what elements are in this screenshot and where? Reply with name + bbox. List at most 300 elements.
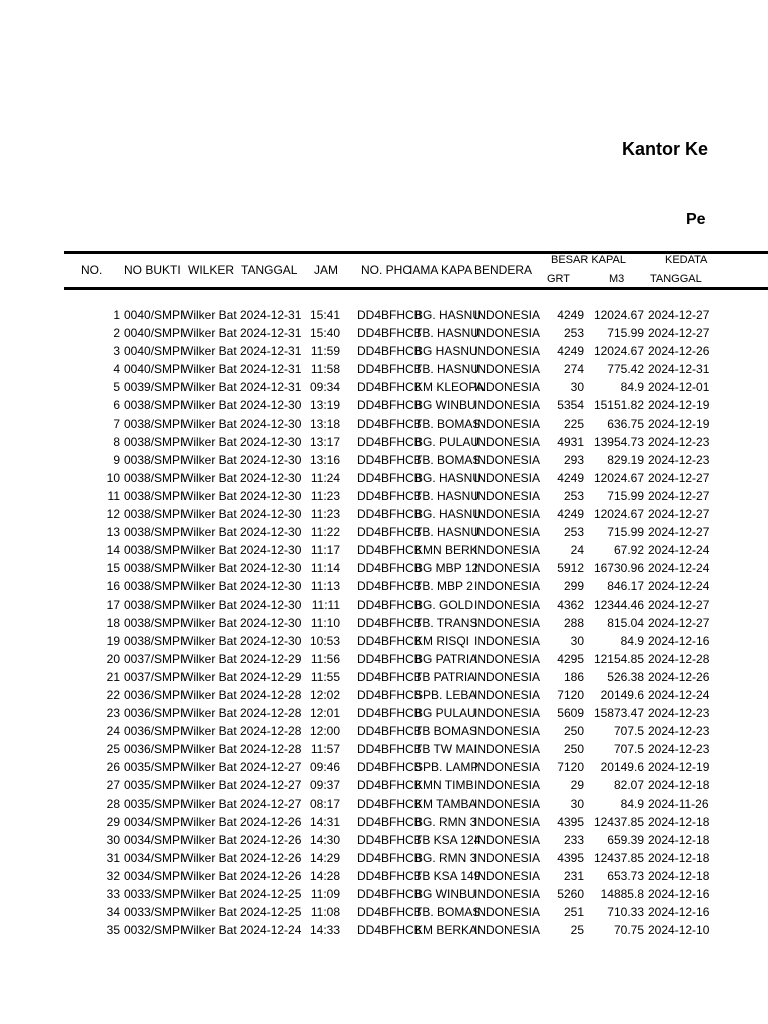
cell-no: 25 [106,742,120,757]
cell-tgl: 2024-12-30 [240,525,302,540]
cell-no: 22 [106,687,120,702]
cell-phc: DD4BFHCB [357,742,422,757]
table-row [0,541,768,559]
cell-m3: 12024.67 [593,470,644,485]
cell-wilker: Wilker Bat [182,923,237,938]
cell-grt: 29 [570,778,584,793]
cell-kapal: SPB. LAMP [415,760,479,775]
cell-bendera: INDONESIA [474,507,541,522]
cell-tgl2: 2024-12-27 [648,525,710,540]
cell-no: 18 [106,615,120,630]
table-row [0,577,768,595]
cell-bendera: INDONESIA [474,326,541,341]
cell-bukti: 0035/SMPI [124,796,184,811]
cell-tgl: 2024-12-25 [240,905,302,920]
cell-phc: DD4BFHCB [357,778,422,793]
cell-phc: DD4BFHCB [357,507,422,522]
col-header-m3: M3 [609,273,625,285]
cell-kapal: BG. RMN 3 [415,850,477,865]
table-row [0,885,768,903]
cell-phc: DD4BFHCB [357,905,422,920]
cell-phc: DD4BFHCB [357,326,422,341]
table-row [0,704,768,722]
table-row [0,903,768,921]
cell-grt: 5354 [557,398,584,413]
cell-tgl: 2024-12-27 [240,796,302,811]
cell-jam: 11:22 [310,525,340,540]
cell-bukti: 0038/SMPI [124,633,184,648]
cell-bendera: INDONESIA [474,416,541,431]
cell-tgl: 2024-12-30 [240,452,302,467]
cell-m3: 636.75 [607,416,644,431]
table-row [0,360,768,378]
cell-m3: 20149.6 [600,687,644,702]
cell-tgl: 2024-12-26 [240,832,302,847]
cell-kapal: KMN TIMB [415,778,474,793]
cell-tgl2: 2024-12-24 [648,543,710,558]
cell-phc: DD4BFHCB [357,796,422,811]
cell-tgl: 2024-12-30 [240,416,302,431]
col-header-wilker: WILKER [188,263,235,277]
cell-grt: 4362 [557,597,584,612]
cell-tgl2: 2024-12-26 [648,669,710,684]
cell-no: 4 [113,362,120,377]
cell-kapal: KM BERKAI [415,923,481,938]
table-row [0,433,768,451]
cell-jam: 12:01 [309,706,340,721]
cell-phc: DD4BFHCB [357,488,422,503]
col-header-kedatangan: KEDATA [665,254,708,266]
table-row [0,668,768,686]
cell-kapal: SPB. LEBA [415,687,477,702]
cell-jam: 11:58 [310,362,340,377]
cell-bendera: INDONESIA [474,905,541,920]
cell-bendera: INDONESIA [474,868,541,883]
header-top-rule [64,251,768,254]
cell-bendera: INDONESIA [474,579,541,594]
cell-tgl2: 2024-12-23 [648,742,710,757]
cell-jam: 11:57 [310,742,340,757]
cell-jam: 11:23 [310,507,340,522]
cell-m3: 82.07 [613,778,644,793]
cell-m3: 526.38 [607,669,644,684]
cell-kapal: BG. HASNU [415,470,482,485]
cell-tgl2: 2024-12-19 [648,760,710,775]
table-row [0,324,768,342]
table-row [0,378,768,396]
col-header-jam: JAM [314,263,338,277]
cell-m3: 846.17 [607,579,644,594]
cell-jam: 09:46 [309,760,340,775]
cell-wilker: Wilker Bat [182,308,237,322]
cell-bukti: 0034/SMPI [124,868,184,883]
cell-bukti: 0040/SMPI [124,326,184,341]
cell-grt: 4295 [557,651,584,666]
cell-kapal: TB. TRANS [415,615,478,630]
cell-bukti: 0038/SMPI [124,452,184,467]
cell-grt: 253 [563,488,584,503]
cell-kapal: BG HASNU [415,344,478,359]
cell-tgl: 2024-12-30 [240,561,302,576]
cell-jam: 12:02 [309,687,340,702]
cell-jam: 14:29 [309,850,340,865]
table-row [0,451,768,469]
cell-bendera: INDONESIA [474,434,541,449]
cell-bendera: INDONESIA [474,742,541,757]
cell-jam: 09:37 [309,778,340,793]
cell-wilker: Wilker Bat [182,724,237,739]
cell-tgl2: 2024-12-28 [648,651,710,666]
cell-bendera: INDONESIA [474,398,541,413]
col-header-besar-kapal: BESAR KAPAL [551,254,626,266]
cell-jam: 11:09 [310,887,340,901]
cell-m3: 715.99 [607,326,644,341]
cell-tgl: 2024-12-26 [240,850,302,865]
cell-grt: 251 [563,905,584,920]
cell-jam: 12:00 [309,724,340,739]
cell-grt: 274 [563,362,584,377]
cell-tgl2: 2024-12-01 [648,380,710,395]
cell-jam: 11:08 [310,905,340,920]
cell-kapal: KM RISQI [415,633,470,648]
cell-bukti: 0038/SMPI [124,488,184,503]
table-row [0,559,768,577]
cell-no: 23 [106,706,120,721]
cell-kapal: TB KSA 124 [415,832,481,847]
cell-kapal: BG MBP 12 [415,561,479,576]
table-row [0,795,768,813]
cell-grt: 5260 [557,887,584,901]
col-header-no-phc: NO. PHC [361,263,412,277]
cell-jam: 14:33 [309,923,340,938]
cell-tgl2: 2024-12-16 [648,905,710,920]
cell-no: 33 [106,887,120,901]
cell-m3: 12437.85 [593,814,644,829]
cell-wilker: Wilker Bat [182,488,237,503]
cell-phc: DD4BFHCB [357,669,422,684]
cell-m3: 15873.47 [593,706,644,721]
cell-m3: 14885.8 [600,887,644,901]
cell-tgl2: 2024-12-23 [648,706,710,721]
table-row [0,415,768,433]
cell-tgl: 2024-12-30 [240,398,302,413]
cell-no: 7 [113,416,120,431]
cell-tgl: 2024-12-28 [240,724,302,739]
cell-bendera: INDONESIA [474,452,541,467]
cell-bukti: 0034/SMPI [124,850,184,865]
cell-wilker: Wilker Bat [182,326,237,341]
cell-m3: 715.99 [607,525,644,540]
cell-phc: DD4BFHCB [357,615,422,630]
cell-jam: 13:16 [309,452,340,467]
cell-kapal: BG. RMN 3 [415,814,477,829]
table-row [0,740,768,758]
cell-phc: DD4BFHCB [357,561,422,576]
cell-phc: DD4BFHCB [357,434,422,449]
cell-kapal: TB. MBP 2 [415,579,473,594]
cell-tgl2: 2024-12-23 [648,724,710,739]
cell-bendera: INDONESIA [474,923,541,938]
cell-bukti: 0038/SMPI [124,543,184,558]
cell-m3: 707.5 [613,742,644,757]
cell-tgl2: 2024-12-24 [648,579,710,594]
cell-tgl: 2024-12-31 [240,380,302,395]
cell-wilker: Wilker Bat [182,850,237,865]
cell-tgl2: 2024-12-27 [648,507,710,522]
cell-grt: 293 [563,452,584,467]
cell-no: 2 [113,326,120,341]
cell-bendera: INDONESIA [474,832,541,847]
cell-wilker: Wilker Bat [182,525,237,540]
cell-grt: 186 [563,669,584,684]
cell-phc: DD4BFHCB [357,470,422,485]
cell-tgl: 2024-12-31 [240,344,302,359]
cell-bukti: 0037/SMPI [124,669,184,684]
col-header-grt: GRT [547,273,571,285]
cell-tgl: 2024-12-28 [240,742,302,757]
cell-grt: 30 [570,380,584,395]
cell-tgl: 2024-12-31 [240,308,302,322]
cell-tgl: 2024-12-29 [240,669,302,684]
cell-jam: 10:53 [309,633,340,648]
cell-grt: 7120 [557,687,584,702]
cell-kapal: TB TW MAI [415,742,477,757]
cell-grt: 231 [563,868,584,883]
cell-no: 20 [106,651,120,666]
cell-bendera: INDONESIA [474,344,541,359]
table-row [0,306,768,324]
cell-m3: 84.9 [620,633,644,648]
cell-wilker: Wilker Bat [182,796,237,811]
cell-tgl2: 2024-12-16 [648,633,710,648]
col-header-bendera: BENDERA [474,263,533,277]
cell-grt: 4395 [557,814,584,829]
cell-phc: DD4BFHCB [357,724,422,739]
cell-no: 12 [106,507,120,522]
cell-kapal: TB. HASNU [415,525,480,540]
cell-grt: 250 [563,724,584,739]
cell-jam: 11:55 [310,669,340,684]
cell-bukti: 0037/SMPI [124,651,184,666]
header-bottom-rule [64,287,768,290]
table-row [0,776,768,794]
table-row [0,487,768,505]
cell-no: 13 [106,525,120,540]
cell-wilker: Wilker Bat [182,669,237,684]
cell-bukti: 0035/SMPI [124,778,184,793]
table-row [0,505,768,523]
table-row [0,632,768,650]
cell-tgl2: 2024-12-27 [648,308,710,322]
cell-no: 32 [106,868,120,883]
document-title: Kantor Ke [622,139,709,159]
cell-phc: DD4BFHCB [357,814,422,829]
cell-bukti: 0038/SMPI [124,579,184,594]
cell-m3: 70.75 [613,923,644,938]
cell-bendera: INDONESIA [474,470,541,485]
cell-wilker: Wilker Bat [182,470,237,485]
cell-wilker: Wilker Bat [182,344,237,359]
cell-phc: DD4BFHCB [357,633,422,648]
cell-m3: 815.04 [607,615,644,630]
cell-wilker: Wilker Bat [182,380,237,395]
cell-phc: DD4BFHCB [357,362,422,377]
cell-bukti: 0034/SMPI [124,814,184,829]
cell-tgl: 2024-12-24 [240,923,302,938]
cell-bendera: INDONESIA [474,651,541,666]
cell-phc: DD4BFHCB [357,706,422,721]
cell-bendera: INDONESIA [474,887,541,901]
cell-tgl2: 2024-12-18 [648,832,710,847]
cell-bendera: INDONESIA [474,525,541,540]
cell-jam: 11:24 [310,470,340,485]
table-row [0,396,768,414]
cell-kapal: BG PATRIA [415,651,478,666]
col-header-nama-kapal: IAMA KAPA [409,263,473,277]
cell-wilker: Wilker Bat [182,434,237,449]
cell-jam: 11:59 [310,344,340,359]
cell-wilker: Wilker Bat [182,706,237,721]
cell-kapal: TB. HASNU [415,362,480,377]
cell-bukti: 0036/SMPI [124,724,184,739]
cell-grt: 25 [570,923,584,938]
cell-jam: 11:10 [310,615,340,630]
cell-no: 29 [106,814,120,829]
col-header-no-bukti: NO BUKTI [124,263,181,277]
table-body [0,306,768,939]
cell-bukti: 0036/SMPI [124,706,184,721]
cell-m3: 653.73 [607,868,644,883]
table-row [0,849,768,867]
cell-grt: 5912 [557,561,584,576]
cell-no: 21 [106,669,120,684]
cell-phc: DD4BFHCB [357,452,422,467]
cell-phc: DD4BFHCB [357,579,422,594]
cell-no: 24 [106,724,120,739]
cell-tgl2: 2024-12-19 [648,416,710,431]
cell-wilker: Wilker Bat [182,452,237,467]
cell-wilker: Wilker Bat [182,398,237,413]
cell-m3: 13954.73 [593,434,644,449]
cell-kapal: TB. HASNU [415,488,480,503]
cell-tgl: 2024-12-27 [240,760,302,775]
cell-m3: 829.19 [607,452,644,467]
cell-wilker: Wilker Bat [182,507,237,522]
cell-m3: 12344.46 [593,597,644,612]
cell-m3: 12437.85 [593,850,644,865]
cell-no: 34 [106,905,120,920]
cell-bendera: INDONESIA [474,597,541,612]
cell-tgl2: 2024-12-27 [648,488,710,503]
cell-m3: 12154.85 [593,651,644,666]
cell-m3: 12024.67 [593,507,644,522]
table-row [0,614,768,632]
cell-kapal: TB BOMAS [415,724,478,739]
document-subtitle: Pe [686,211,706,228]
cell-grt: 4931 [557,434,584,449]
cell-wilker: Wilker Bat [182,814,237,829]
cell-tgl: 2024-12-30 [240,488,302,503]
cell-tgl: 2024-12-30 [240,507,302,522]
cell-jam: 14:31 [309,814,340,829]
cell-bukti: 0036/SMPI [124,687,184,702]
cell-m3: 715.99 [607,488,644,503]
cell-phc: DD4BFHCB [357,416,422,431]
cell-m3: 659.39 [607,832,644,847]
cell-wilker: Wilker Bat [182,905,237,920]
cell-bukti: 0040/SMPI [124,308,184,322]
table-row [0,867,768,885]
cell-tgl2: 2024-11-26 [648,796,709,811]
cell-kapal: BG. GOLD [415,597,474,612]
cell-m3: 710.33 [607,905,644,920]
table-row [0,469,768,487]
cell-tgl2: 2024-12-16 [648,887,710,901]
cell-tgl2: 2024-12-24 [648,687,710,702]
cell-grt: 253 [563,326,584,341]
cell-tgl: 2024-12-29 [240,651,302,666]
cell-no: 19 [106,633,120,648]
cell-tgl2: 2024-12-26 [648,344,710,359]
cell-no: 15 [106,561,120,576]
cell-m3: 12024.67 [593,344,644,359]
cell-wilker: Wilker Bat [182,362,237,377]
cell-tgl2: 2024-12-31 [648,362,710,377]
cell-wilker: Wilker Bat [182,687,237,702]
cell-bukti: 0038/SMPI [124,434,184,449]
cell-m3: 707.5 [613,724,644,739]
cell-bendera: INDONESIA [474,760,541,775]
cell-no: 16 [106,579,120,594]
cell-jam: 11:56 [310,651,340,666]
cell-phc: DD4BFHCB [357,850,422,865]
cell-tgl2: 2024-12-23 [648,434,710,449]
cell-no: 28 [106,796,120,811]
cell-m3: 67.92 [613,543,644,558]
cell-bukti: 0040/SMPI [124,344,184,359]
cell-bendera: INDONESIA [474,488,541,503]
cell-tgl: 2024-12-27 [240,778,302,793]
cell-bukti: 0039/SMPI [124,380,184,395]
cell-tgl2: 2024-12-18 [648,868,710,883]
cell-bukti: 0033/SMPI [124,905,184,920]
cell-no: 10 [106,470,120,485]
cell-jam: 09:34 [309,380,340,395]
cell-jam: 13:18 [309,416,340,431]
cell-kapal: TB KSA 149 [415,868,481,883]
table-row [0,722,768,740]
cell-grt: 4249 [557,470,584,485]
cell-kapal: TB PATRIA [415,669,476,684]
cell-tgl2: 2024-12-18 [648,778,710,793]
cell-bendera: INDONESIA [474,796,541,811]
cell-bendera: INDONESIA [474,308,541,322]
cell-phc: DD4BFHCB [357,597,422,612]
cell-wilker: Wilker Bat [182,760,237,775]
cell-kapal: BG PULAU [415,706,476,721]
cell-jam: 11:14 [310,561,340,576]
cell-no: 27 [106,778,120,793]
cell-phc: DD4BFHCB [357,543,422,558]
cell-grt: 4249 [557,308,584,322]
cell-bendera: INDONESIA [474,687,541,702]
cell-phc: DD4BFHCB [357,868,422,883]
cell-grt: 250 [563,742,584,757]
cell-kapal: TB. BOMAS [415,905,481,920]
cell-phc: DD4BFHCB [357,380,422,395]
cell-no: 31 [106,850,120,865]
cell-phc: DD4BFHCB [357,923,422,938]
